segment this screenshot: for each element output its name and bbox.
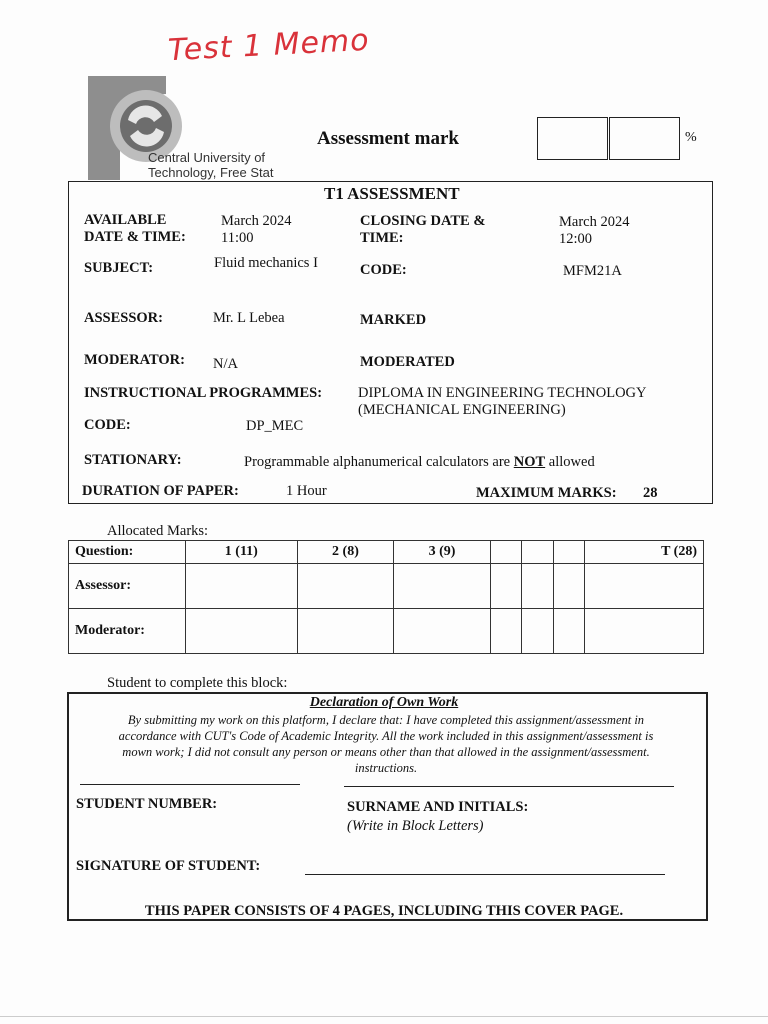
assessor-total-cell[interactable] <box>585 564 704 609</box>
header-q2: 2 (8) <box>297 541 394 564</box>
available-date: March 2024 <box>221 213 292 229</box>
declaration-line-1: By submitting my work on this platform, I declare that: I have completed this assignment/assessment in <box>127 713 645 727</box>
student-number-line[interactable] <box>80 784 300 785</box>
subject-value: Fluid mechanics I <box>214 255 318 271</box>
assessor-cell[interactable] <box>553 564 585 609</box>
stationary-label: STATIONARY: <box>84 452 182 468</box>
duration-value: 1 Hour <box>286 483 327 499</box>
stationary-text: Programmable alphanumerical calculators are <box>244 454 514 470</box>
closing-time: 12:00 <box>559 231 593 247</box>
closing-label <box>360 213 485 247</box>
closing-date: March 2024 <box>559 214 630 230</box>
handwritten-annotation: Test 1 Memo <box>167 22 371 69</box>
header-total: T (28) <box>585 541 704 564</box>
assessment-mark-label: Assessment mark <box>317 128 459 149</box>
subject-label: SUBJECT: <box>84 260 154 276</box>
assessor-cell[interactable] <box>522 564 554 609</box>
moderator-cell[interactable] <box>297 609 394 654</box>
assessor-cell[interactable] <box>297 564 394 609</box>
header-q3: 3 (9) <box>394 541 491 564</box>
available-label-line-1: AVAILABLE <box>84 212 167 228</box>
moderator-label: MODERATOR: <box>84 352 185 368</box>
available-label <box>84 212 186 246</box>
max-marks-label: MAXIMUM MARKS: <box>476 485 617 501</box>
moderator-cell[interactable] <box>553 609 585 654</box>
stationary-value <box>244 454 595 471</box>
programme-code-label: CODE: <box>84 417 131 433</box>
assessor-cell[interactable] <box>394 564 491 609</box>
moderator-cell[interactable] <box>522 609 554 654</box>
code-value: MFM21A <box>563 263 622 279</box>
assessment-title: T1 ASSESSMENT <box>324 184 460 203</box>
code-label: CODE: <box>360 262 407 278</box>
logo-line-1: Central University of <box>148 150 266 165</box>
header-empty-3 <box>553 541 585 564</box>
declaration-line-4: instructions. <box>354 761 418 775</box>
closing-label-line-1: CLOSING DATE & <box>360 213 486 229</box>
header-empty-1 <box>490 541 522 564</box>
duration-label: DURATION OF PAPER: <box>82 483 239 499</box>
closing-label-line-2: TIME: <box>360 230 404 246</box>
programme-code-value: DP_MEC <box>246 418 304 434</box>
moderator-value: N/A <box>213 356 238 372</box>
declaration-body <box>75 712 697 776</box>
available-time: 11:00 <box>221 230 254 246</box>
percent-sign: % <box>685 130 697 145</box>
stationary-text-end: allowed <box>545 454 595 470</box>
available-label-line-2: DATE & TIME: <box>84 229 186 245</box>
moderator-row <box>69 609 704 654</box>
mark-box-1[interactable] <box>537 117 608 160</box>
page-bottom-edge <box>0 1016 768 1017</box>
allocated-marks-caption: Allocated Marks: <box>107 523 209 539</box>
assessor-cell[interactable] <box>186 564 298 609</box>
marked-label: MARKED <box>360 312 427 328</box>
student-number-label: STUDENT NUMBER: <box>76 796 218 812</box>
available-value <box>221 213 291 247</box>
row-label-assessor: Assessor: <box>69 564 186 609</box>
closing-value <box>559 214 629 248</box>
marks-table <box>68 540 704 654</box>
header-question: Question: <box>69 541 186 564</box>
max-marks-value: 28 <box>643 485 658 501</box>
surname-hint: (Write in Block Letters) <box>347 818 484 834</box>
signature-label: SIGNATURE OF STUDENT: <box>76 858 261 874</box>
pages-note: THIS PAPER CONSISTS OF 4 PAGES, INCLUDING THIS COVER PAGE. <box>144 903 624 919</box>
moderator-cell[interactable] <box>186 609 298 654</box>
marks-header-row <box>69 541 704 564</box>
programme-line-2: (MECHANICAL ENGINEERING) <box>358 402 566 418</box>
header-empty-2 <box>522 541 554 564</box>
assessor-label: ASSESSOR: <box>84 310 163 326</box>
moderator-total-cell[interactable] <box>585 609 704 654</box>
logo-line-2: Technology, Free Stat <box>148 165 274 180</box>
programmes-label: INSTRUCTIONAL PROGRAMMES: <box>84 385 323 401</box>
programme-value <box>358 385 647 419</box>
declaration-line-3: mown work; I did not consult any person or means other than that allowed in the assignment/assessment. <box>122 745 650 759</box>
assessor-cell[interactable] <box>490 564 522 609</box>
row-label-moderator: Moderator: <box>69 609 186 654</box>
declaration-line-2: accordance with CUT's Code of Academic Integrity. All the work included in this assignment/assessment is <box>118 729 654 743</box>
signature-line[interactable] <box>305 874 665 875</box>
assessor-value: Mr. L Lebea <box>213 310 285 326</box>
assessor-row <box>69 564 704 609</box>
moderated-label: MODERATED <box>360 354 455 370</box>
header-q1: 1 (11) <box>186 541 298 564</box>
stationary-not: NOT <box>513 454 546 470</box>
logo-text <box>148 150 274 180</box>
student-block-caption: Student to complete this block: <box>107 675 288 691</box>
surname-line[interactable] <box>344 786 674 787</box>
mark-box-2[interactable] <box>609 117 680 160</box>
programme-line-1: DIPLOMA IN ENGINEERING TECHNOLOGY <box>358 385 647 401</box>
moderator-cell[interactable] <box>394 609 491 654</box>
declaration-title: Declaration of Own Work <box>309 695 459 710</box>
surname-label: SURNAME AND INITIALS: <box>347 799 529 815</box>
moderator-cell[interactable] <box>490 609 522 654</box>
